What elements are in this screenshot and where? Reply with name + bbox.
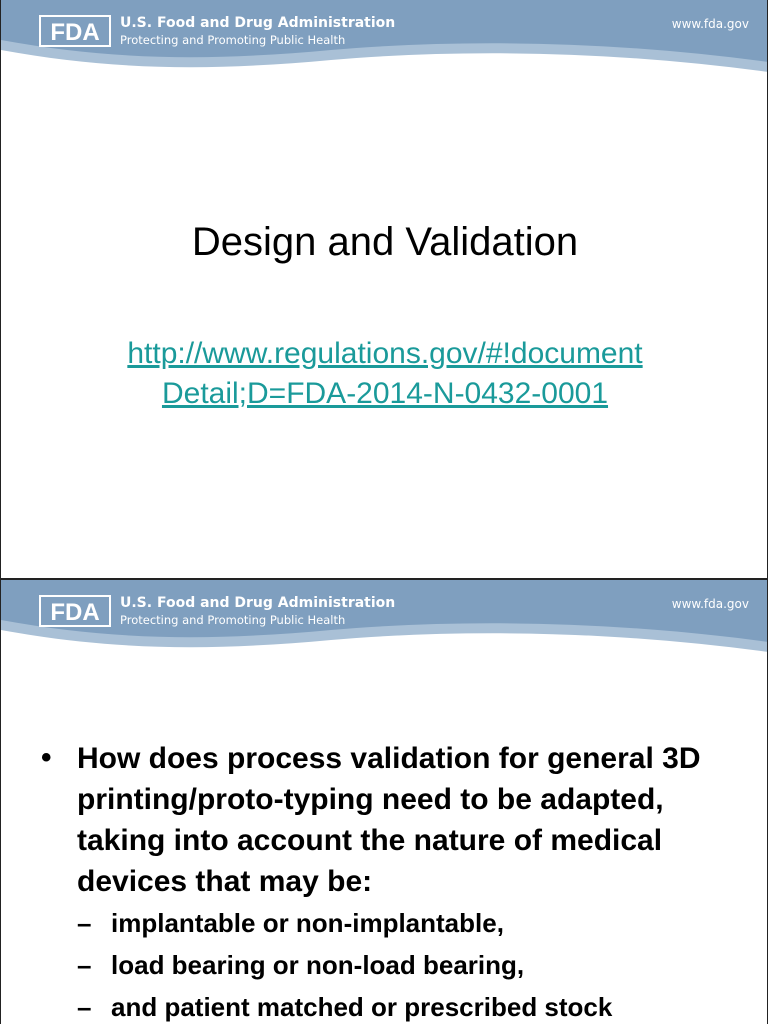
fda-logo — [39, 15, 111, 47]
slide-2 — [0, 578, 768, 1024]
bullet-text: How does process validation for general 3D printing/proto-typing need to be adapted, taking into account the nature of medical devices that may be: — [77, 742, 701, 898]
dash-marker: – — [77, 950, 92, 980]
sub-bullet-item — [77, 986, 741, 1024]
fda-header-banner — [1, 580, 768, 670]
sub-bullet-text: and patient matched or prescribed stock — [111, 992, 613, 1022]
slide-body — [41, 738, 741, 1024]
regulations-link[interactable]: http://www.regulations.gov/#!documentDetail;D=FDA-2014-N-0432-0001 — [127, 337, 643, 410]
sub-bullet-item — [77, 902, 741, 944]
svg-text:FDA: FDA — [50, 599, 100, 626]
agency-tagline: Protecting and Promoting Public Health — [120, 33, 346, 47]
sub-bullet-text: load bearing or non-load bearing, — [111, 950, 525, 980]
sub-bullet-text: implantable or non-implantable, — [111, 908, 504, 938]
dash-marker: – — [77, 992, 92, 1022]
slide-title: Design and Validation — [191, 220, 579, 264]
website-label: www.fda.gov — [671, 597, 749, 611]
sub-bullet-item — [77, 944, 741, 986]
agency-name: U.S. Food and Drug Administration — [120, 595, 396, 611]
fda-logo — [39, 595, 111, 627]
agency-name: U.S. Food and Drug Administration — [120, 15, 396, 31]
bullet-item — [41, 738, 741, 902]
fda-header-banner — [1, 0, 768, 90]
svg-text:FDA: FDA — [50, 19, 100, 46]
bullet-marker: • — [41, 741, 52, 774]
dash-marker: – — [77, 908, 92, 938]
sub-bullet-list — [41, 902, 741, 1024]
agency-tagline: Protecting and Promoting Public Health — [120, 613, 346, 627]
website-label: www.fda.gov — [671, 17, 749, 31]
